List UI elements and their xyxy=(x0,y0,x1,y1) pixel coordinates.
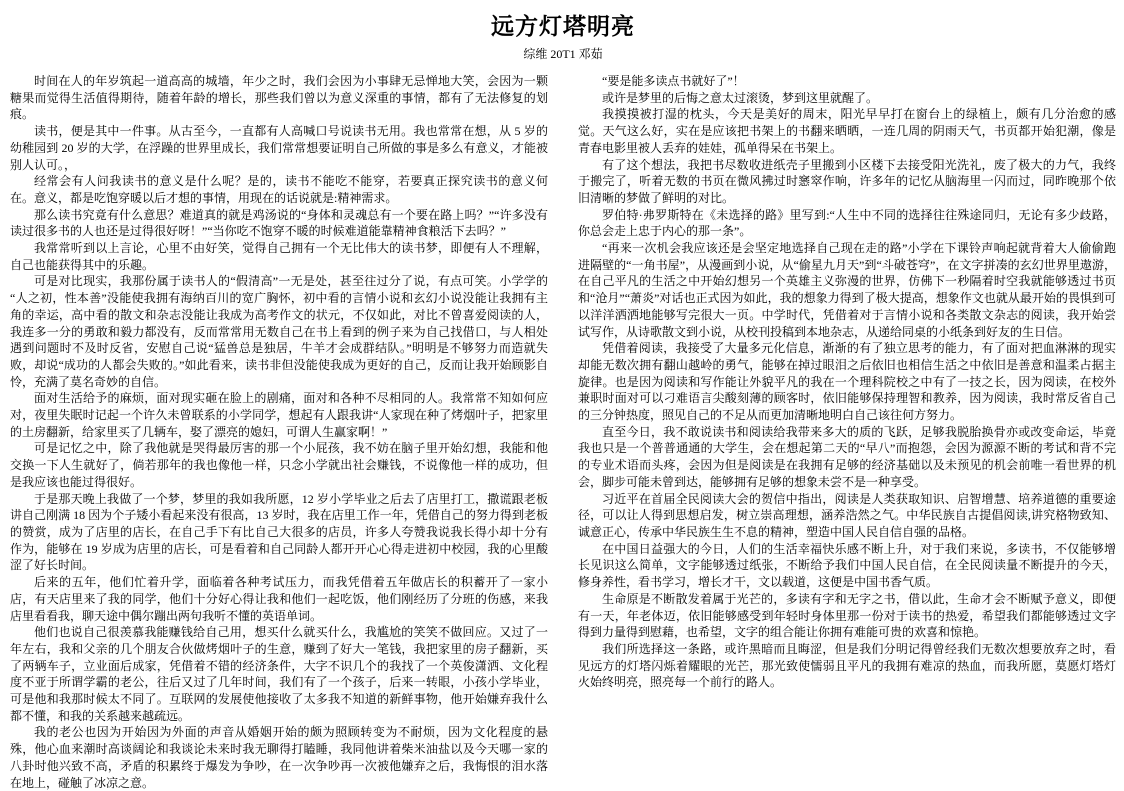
paragraph: 生命原是不断散发着属于光芒的，多读有字和无字之书，借以此，生命才会不断赋予意义，即便有一天，年老体迈，依旧能够感受到年轻时身体里那一份对于读书的热爱，希望我们都能够透过文字得到力量得到慰藉，也希望，文字的组合能让你拥有难能可贵的欢喜和惊艳。 xyxy=(578,591,1116,640)
paragraph: 于是那天晚上我做了一个梦，梦里的我如我所愿，12 岁小学毕业之后去了店里打工，撒谎跟老板讲自己刚满 18 因为个子矮小看起来没有很高，13 岁时，我在店里工作一年，凭借自己的努力得到老板的赞赏，成为了店里的店长，在自己手下有比自己大很多的店员，许多人夸赞我说我长得小却十分有作为，能够在 19 岁成为店里的店长，可是看着和自己同龄人都开开心心得走进初中校园，我的心里酸涩了好长时间。 xyxy=(10,491,548,573)
paragraph: 我们所选择这一条路，或许黑暗而且晦涩，但是我们分明记得曾经我们无数次想要放弃之时，看见远方的灯塔闪烁着耀眼的光芒，那光致使懦弱且平凡的我拥有难凉的热血，而我所愿，莫愿灯塔灯火始终明亮，照亮每一个前行的路人。 xyxy=(578,641,1116,690)
paragraph: “要是能多读点书就好了”！ xyxy=(602,74,745,88)
paragraph: 习近平在首届全民阅读大会的贺信中指出，阅读是人类获取知识、启智增慧、培养道德的重要途径，可以让人得到思想启发，树立崇高理想，涵养浩然之气。中华民族自古提倡阅读,讲究格物致知、诚意正心，传承中华民族生生不息的精神，塑造中国人民自信自强的品格。 xyxy=(578,491,1116,539)
paragraph: 罗伯特·弗罗斯特在《未选择的路》里写到:“人生中不同的选择往往殊途同归，无论有多少歧路，你总会走上忠于内心的那一条”。 xyxy=(578,207,1116,239)
paragraph: 或许是梦里的后悔之意太过滚烫，梦到这里就醒了。 xyxy=(602,90,879,105)
right-column xyxy=(578,73,1116,791)
paragraph: 经常会有人问我读书的意义是什么呢？是的，读书不能吃不能穿，若要真正探究读书的意义何在。意义，都是吃饱穿暖以后才想的事情，用现在的话说就是:精神需求。 xyxy=(10,174,548,205)
paragraph: 读书，便是其中一件事。从古至今，一直都有人高喊口号说读书无用。我也常常在想，从 5 岁的幼稚园到 20 岁的大学，在浮躁的世界里成长，我们常常想要证明自己所做的事是多么有意义，才能被别人认可。， xyxy=(10,124,548,172)
paragraph: 后来的五年，他们忙着升学，面临着各种考试压力，而我凭借着五年做店长的积蓄开了一家小店，有天店里来了我的同学，他们十分好心得让我和他们一起吃饭，他们刚经历了分班的伤感，来我店里看看我，聊天途中偶尔蹦出两句我听不懂的英语单词。 xyxy=(10,575,548,623)
paragraph: 我摸摸被打湿的枕头，今天是美好的周末，阳光早早打在窗台上的绿植上，颇有几分治愈的感觉。天气这么好，实在是应该把书架上的书翻来晒晒，一连几周的阴雨天气，书页都开始犯潮，像是青春电影里被人丢弃的娃娃，孤单得呆在书架上。 xyxy=(578,107,1116,155)
left-column xyxy=(10,73,548,791)
paragraph: 面对生活给予的麻烦，面对现实砸在脸上的剧痛，面对和各种不尽相同的人。我常常不知如何应对，夜里失眠时记起一个许久未曾联系的小学同学，想起有人跟我讲“人家现在种了烤烟叶子，把家里的土房翻新，给家里买了几辆车，娶了漂亮的媳妇，可谓人生赢家啊！” xyxy=(10,391,548,439)
page-title: 远方灯塔明亮 xyxy=(491,14,635,39)
paragraph: 可是记忆之中，除了我他就是哭得最厉害的那一个小屁孩，我不妨在脑子里开始幻想，我能和他交换一下人生就好了，倘若那年的我也像他一样，只念小学就出社会赚钱，不说像他一样的成功，但是我应该也能过得很好。 xyxy=(10,441,548,489)
paragraph: 凭借着阅读，我接受了大量多元化信息，渐渐的有了独立思考的能力，有了面对把血淋淋的现实却能无数次拥有翻山越岭的勇气，能够在掉过眼泪之后依旧也相信生活之中依旧是善意和温柔占据主旋律。也是因为阅读和写作能让外貌平凡的我在一个理科院校之中有了一技之长，因为阅读，在校外兼职时面对可以刁难语言尖酸刻薄的顾客时，依旧能够保持理智和教养，因为阅读，我时常反省自己的三分钟热度，照见自己的不足从而更加清晰地明白自己该往何方努力。 xyxy=(578,341,1116,423)
paragraph: 时间在人的年岁筑起一道高高的城墙，年少之时，我们会因为小事肆无忌惮地大笑，会因为一颗糖果而觉得生活值得期待，随着年龄的增长，那些我们曾以为意义深重的事情，都有了无法修复的划痕。 xyxy=(10,74,548,122)
paragraph: 可是对比现实，我那份属于读书人的“假清高”一无是处，甚至往过分了说，有点可笑。小学学的“人之初，性本善”没能使我拥有海纳百川的宽广胸怀，初中看的言情小说和玄幻小说没能让我拥有主角的幸运，高中看的散文和杂志没能让我成为高考作文的状元，不仅如此，对比不曾喜爱阅读的人，我连多一分的勇敢和毅力都没有，反而常常用无数自己在书上看到的例子来为自己找借口，与人相处遇到问题时不及时反省，安慰自己说“猛兽总是独居，牛羊才会成群结队。”明明是不够努力而造就失败，却说“成功的人都会失败的。”如此看来，读书非但没能使我成为更好的自己，反而让我开始顾影自怜，充满了莫名奇妙的自信。 xyxy=(10,274,548,389)
paragraph: 我的老公也因为开始因为外面的声音从婚姻开始的颇为照顾转变为不耐烦，因为文化程度的悬殊，他心血来潮时高谈阔论和我谈论未来时我无聊得打瞌睡，我同他讲着柴米油盐以及今天哪一家的八卦时他兴致不高，矛盾的积累终于爆发为争吵，在一次争吵再一次被他嫌弃之后，我悔恨的泪水落在地上，碰触了冰凉之意。 xyxy=(10,725,548,790)
byline: 综维 20T1 邓茹 xyxy=(523,47,603,61)
paragraph: 我常常听到以上言论，心里不由好笑，觉得自己拥有一个无比伟大的读书梦，即便有人不理解，自己也能获得其中的乐趣。 xyxy=(10,241,548,272)
paragraph: 直至今日，我不敢说读书和阅读给我带来多大的质的飞跃，足够我脱胎换骨亦或改变命运，毕竟我也只是一个普普通通的大学生，会在想起第二天的“早八”而抱怨，会因为源源不断的考试和背不完的专业术语而头疼，会因为但是阅读是在我拥有足够的经济基础以及未预见的机会前唯一看世界的机会，脚步可能未曾到达，能够拥有足够的想象未尝不是一种享受。 xyxy=(578,424,1116,489)
paragraph: 在中国日益强大的今日，人们的生活幸福快乐感不断上升，对于我们来说，多读书，不仅能够增长见识这么简单，文字能够透过纸张，不断给予我们中国人民自信，在全民阅读量不断提升的今天，修身养性，看书学习，增长才干，文以载道，这便是中国书香气质。 xyxy=(578,541,1116,590)
paragraph: 那么读书究竟有什么意思？难道真的就是鸡汤说的“身体和灵魂总有一个要在路上吗？”“许多没有读过很多书的人也还是过得很好呀！”“当你吃不饱穿不暖的时候难道能靠精神食粮活下去吗？” xyxy=(10,207,548,239)
two-column-body xyxy=(10,73,1116,791)
paragraph: 有了这个想法，我把书尽数收进纸壳子里搬到小区楼下去接受阳光洗礼，废了极大的力气，我终于搬完了，听着无数的书页在微风拂过时窸窣作响，许多年的记忆从脑海里一闪而过，同昨晚那个依旧清晰的梦做了鲜明的对比。 xyxy=(578,157,1116,205)
paragraph: 他们也说自己很羡慕我能赚钱给自己用，想买什么就买什么，我尴尬的笑笑不做回应。又过了一年左右，我和父亲的几个朋友合伙做烤烟叶子的生意，赚到了好大一笔钱，我把家里的房子翻新，买了两辆车子，立业面后成家，凭借着不错的经济条件，大字不识几个的我找了一个英俊潇洒、文化程度不亚于所谓学霸的老公，往后又过了几年时间，我们有了一个孩子，后来一转眼，小孩小学毕业，可是他和我那时候太不同了。互联网的发展使他接收了太多我不知道的新鲜事物，他开始嫌弃我什么都不懂，和我的关系越来越疏远。 xyxy=(10,625,548,723)
paragraph: “再来一次机会我应该还是会坚定地选择自己现在走的路”小学在下课铃声响起就背着大人偷偷跑进隔壁的“一角书屋”，从漫画到小说，从“偷星九月天”到“斗破苍穹”，在文字拼凑的玄幻世界里遨游，在自己平凡的生活之中开始幻想另一个英雄主义弥漫的世界，仿佛下一秒隔着时空我就能够透过书页和“沧月”“萧炎”对话也正式因为如此，我的想象力得到了极大提高，想象作文也就从最开始的畏惧到可以洋洋洒洒地能够写完很大一页。中学时代，凭借着对于言情小说和各类散文杂志的阅读，我开始尝试写作，从诗歌散文到小说，从校刊投稿到本地杂志，从递给同桌的小纸条到好友的生日信。 xyxy=(578,241,1116,339)
